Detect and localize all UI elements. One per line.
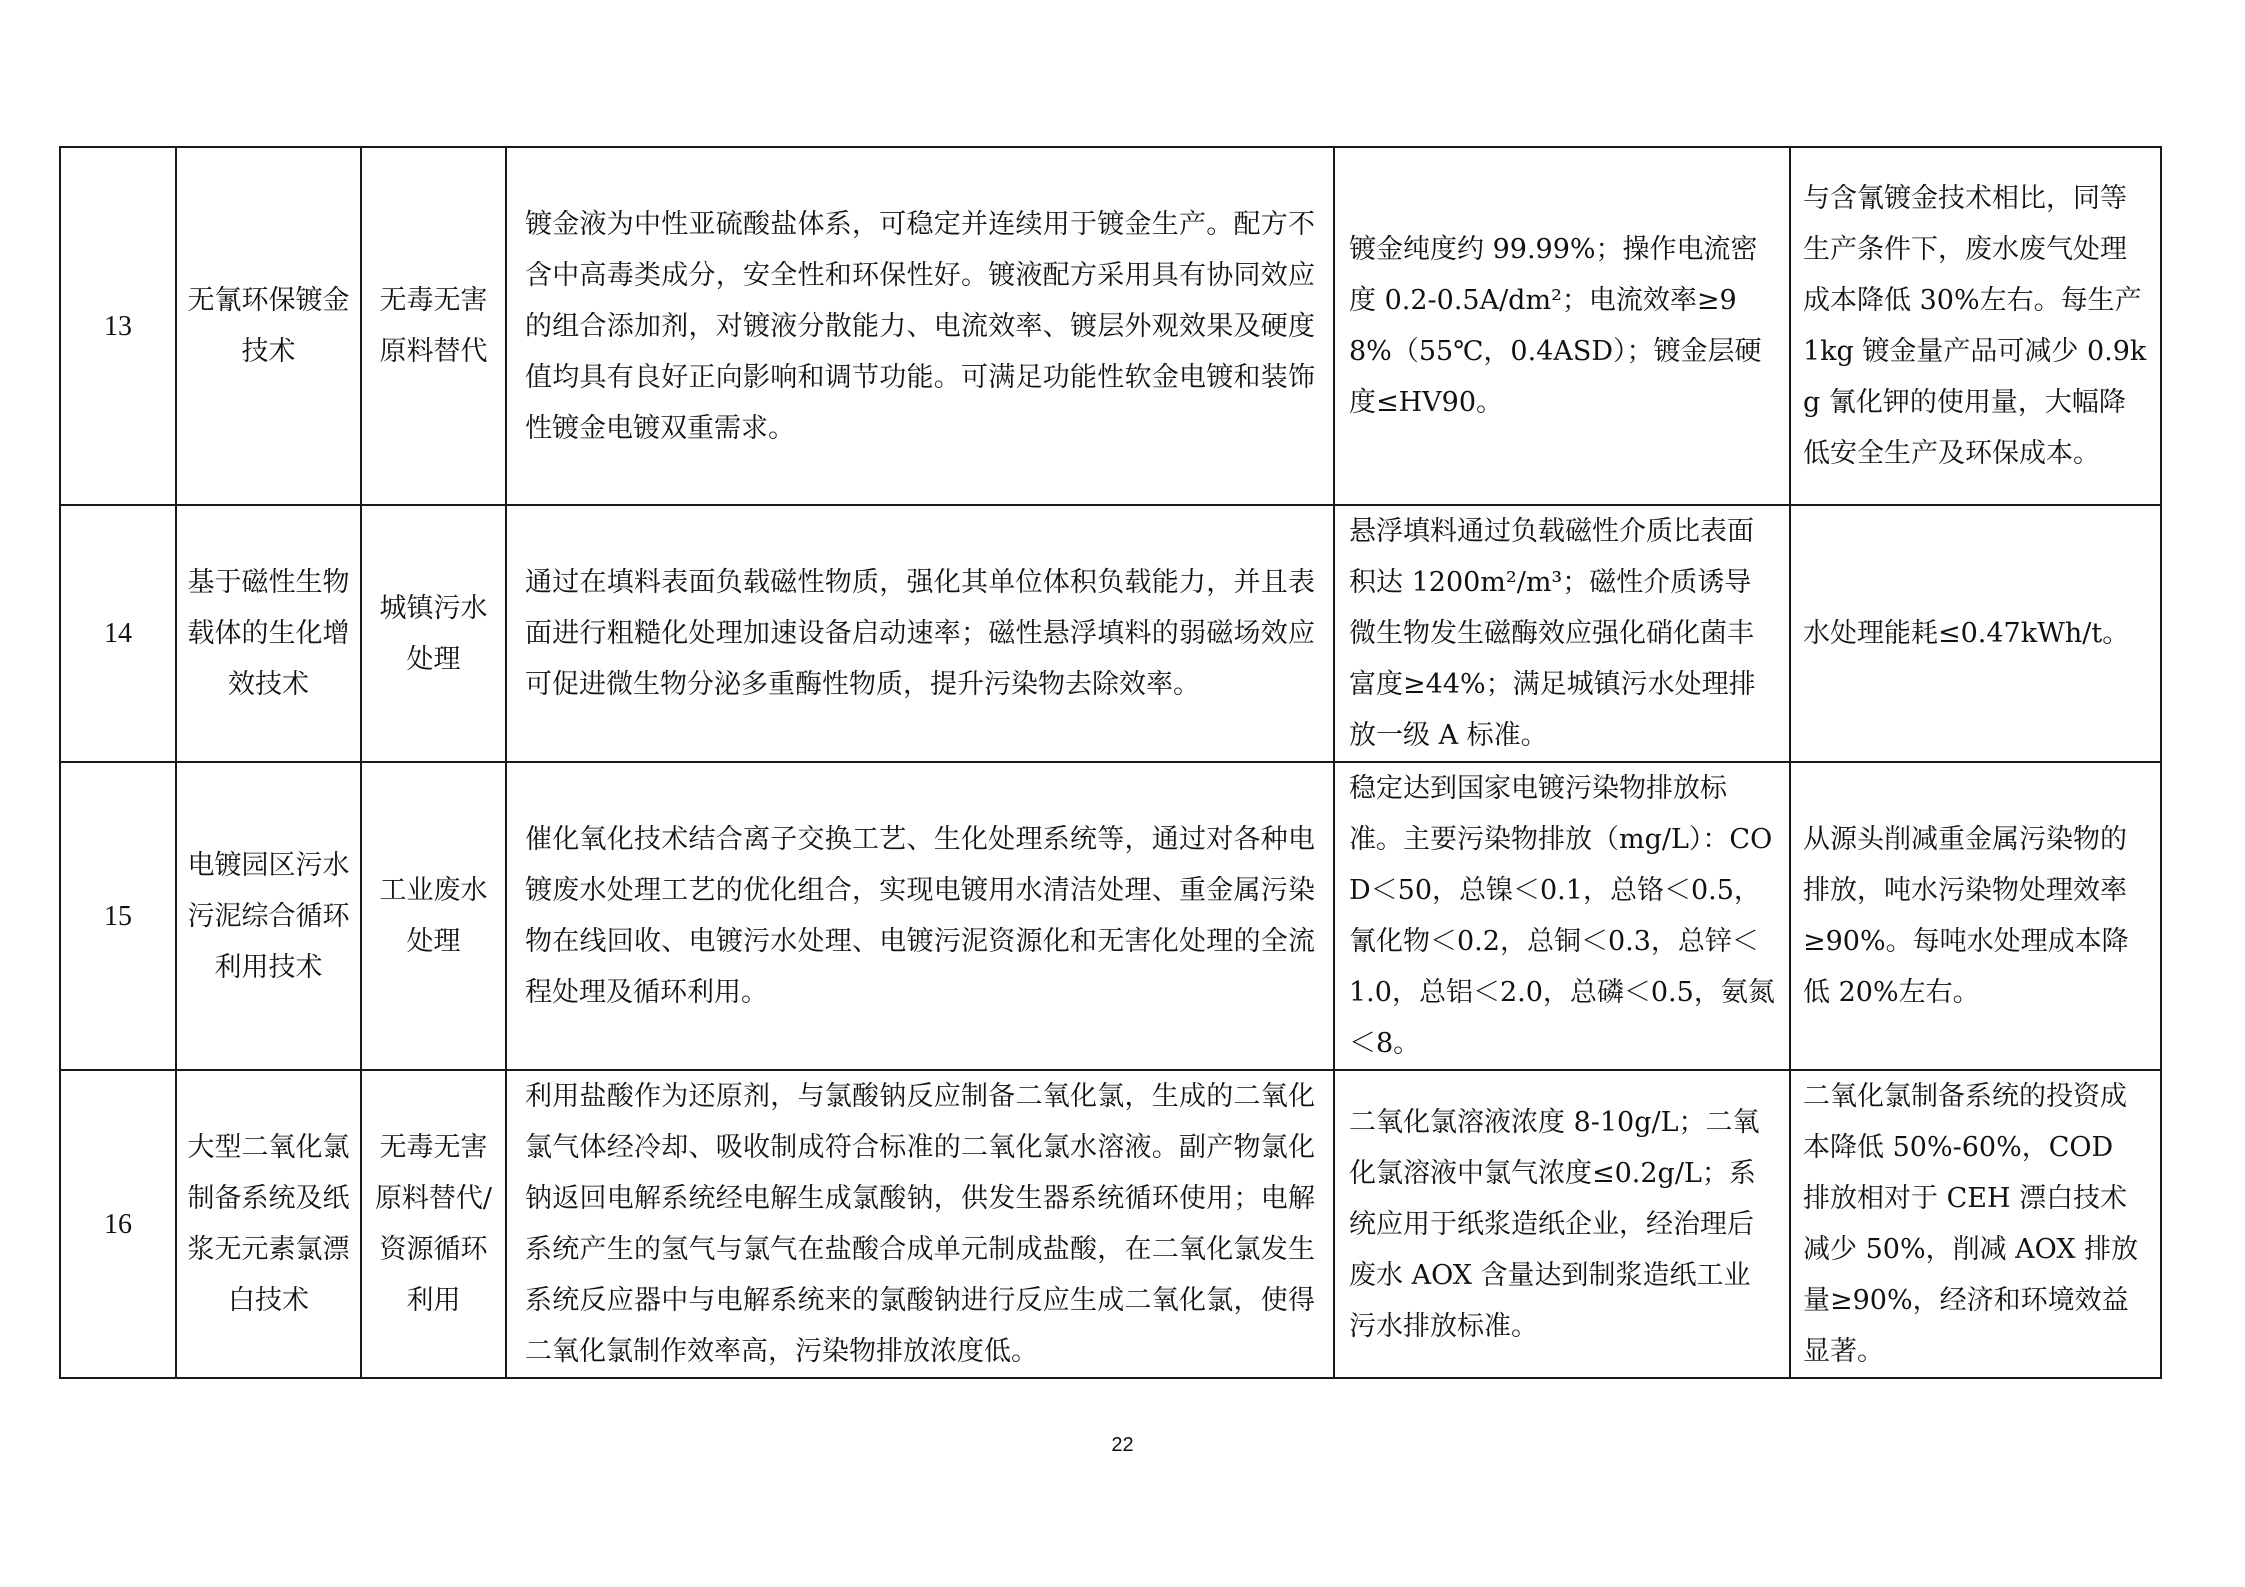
technical-indicators: 镀金纯度约 99.99%；操作电流密度 0.2-0.5A/dm²；电流效率≥98%（55℃，0.4ASD）；镀金层硬度≤HV90。 [1334, 147, 1790, 505]
page-number: 22 [1111, 1434, 1134, 1456]
table-row [60, 505, 2161, 762]
benefits: 水处理能耗≤0.47kWh/t。 [1790, 505, 2161, 762]
technology-name: 无氰环保镀金技术 [176, 147, 361, 505]
table-row [60, 147, 2161, 505]
technology-description: 利用盐酸作为还原剂，与氯酸钠反应制备二氧化氯，生成的二氧化氯气体经冷却、吸收制成符合标准的二氧化氯水溶液。副产物氯化钠返回电解系统经电解生成氯酸钠，供发生器系统循环使用；电解系统产生的氢气与氯气在盐酸合成单元制成盐酸，在二氧化氯发生系统反应器中与电解系统来的氯酸钠进行反应生成二氧化氯，使得二氧化氯制作效率高，污染物排放浓度低。 [506, 1070, 1334, 1378]
row-number: 13 [60, 147, 176, 505]
technology-name: 基于磁性生物载体的生化增效技术 [176, 505, 361, 762]
technical-indicators: 二氧化氯溶液浓度 8-10g/L；二氧化氯溶液中氯气浓度≤0.2g/L；系统应用于纸浆造纸企业，经治理后废水 AOX 含量达到制浆造纸工业污水排放标准。 [1334, 1070, 1790, 1378]
technology-name: 电镀园区污水污泥综合循环利用技术 [176, 762, 361, 1070]
technology-name: 大型二氧化氯制备系统及纸浆无元素氯漂白技术 [176, 1070, 361, 1378]
application-category: 城镇污水处理 [361, 505, 506, 762]
technology-table [59, 146, 2162, 1379]
table-row [60, 762, 2161, 1070]
benefits: 与含氰镀金技术相比，同等生产条件下，废水废气处理成本降低 30%左右。每生产 1kg 镀金量产品可减少 0.9kg 氰化钾的使用量，大幅降低安全生产及环保成本。 [1790, 147, 2161, 505]
application-category: 无毒无害原料替代 [361, 147, 506, 505]
technical-indicators: 稳定达到国家电镀污染物排放标准。主要污染物排放（mg/L）：COD＜50，总镍＜0.1，总铬＜0.5，氰化物＜0.2，总铜＜0.3，总锌＜1.0，总铝＜2.0，总磷＜0.5，氨氮＜8。 [1334, 762, 1790, 1070]
technology-description: 催化氧化技术结合离子交换工艺、生化处理系统等，通过对各种电镀废水处理工艺的优化组合，实现电镀用水清洁处理、重金属污染物在线回收、电镀污水处理、电镀污泥资源化和无害化处理的全流程处理及循环利用。 [506, 762, 1334, 1070]
benefits: 从源头削减重金属污染物的排放，吨水污染物处理效率≥90%。每吨水处理成本降低 20%左右。 [1790, 762, 2161, 1070]
application-category: 工业废水处理 [361, 762, 506, 1070]
row-number: 14 [60, 505, 176, 762]
technology-description: 镀金液为中性亚硫酸盐体系，可稳定并连续用于镀金生产。配方不含中高毒类成分，安全性和环保性好。镀液配方采用具有协同效应的组合添加剂，对镀液分散能力、电流效率、镀层外观效果及硬度值均具有良好正向影响和调节功能。可满足功能性软金电镀和装饰性镀金电镀双重需求。 [506, 147, 1334, 505]
row-number: 16 [60, 1070, 176, 1378]
technical-indicators: 悬浮填料通过负载磁性介质比表面积达 1200m²/m³；磁性介质诱导微生物发生磁酶效应强化硝化菌丰富度≥44%；满足城镇污水处理排放一级 A 标准。 [1334, 505, 1790, 762]
application-category: 无毒无害原料替代/资源循环利用 [361, 1070, 506, 1378]
benefits: 二氧化氯制备系统的投资成本降低 50%-60%，COD 排放相对于 CEH 漂白技术减少 50%，削减 AOX 排放量≥90%，经济和环境效益显著。 [1790, 1070, 2161, 1378]
row-number: 15 [60, 762, 176, 1070]
technology-description: 通过在填料表面负载磁性物质，强化其单位体积负载能力，并且表面进行粗糙化处理加速设备启动速率；磁性悬浮填料的弱磁场效应可促进微生物分泌多重酶性物质，提升污染物去除效率。 [506, 505, 1334, 762]
table-row [60, 1070, 2161, 1378]
